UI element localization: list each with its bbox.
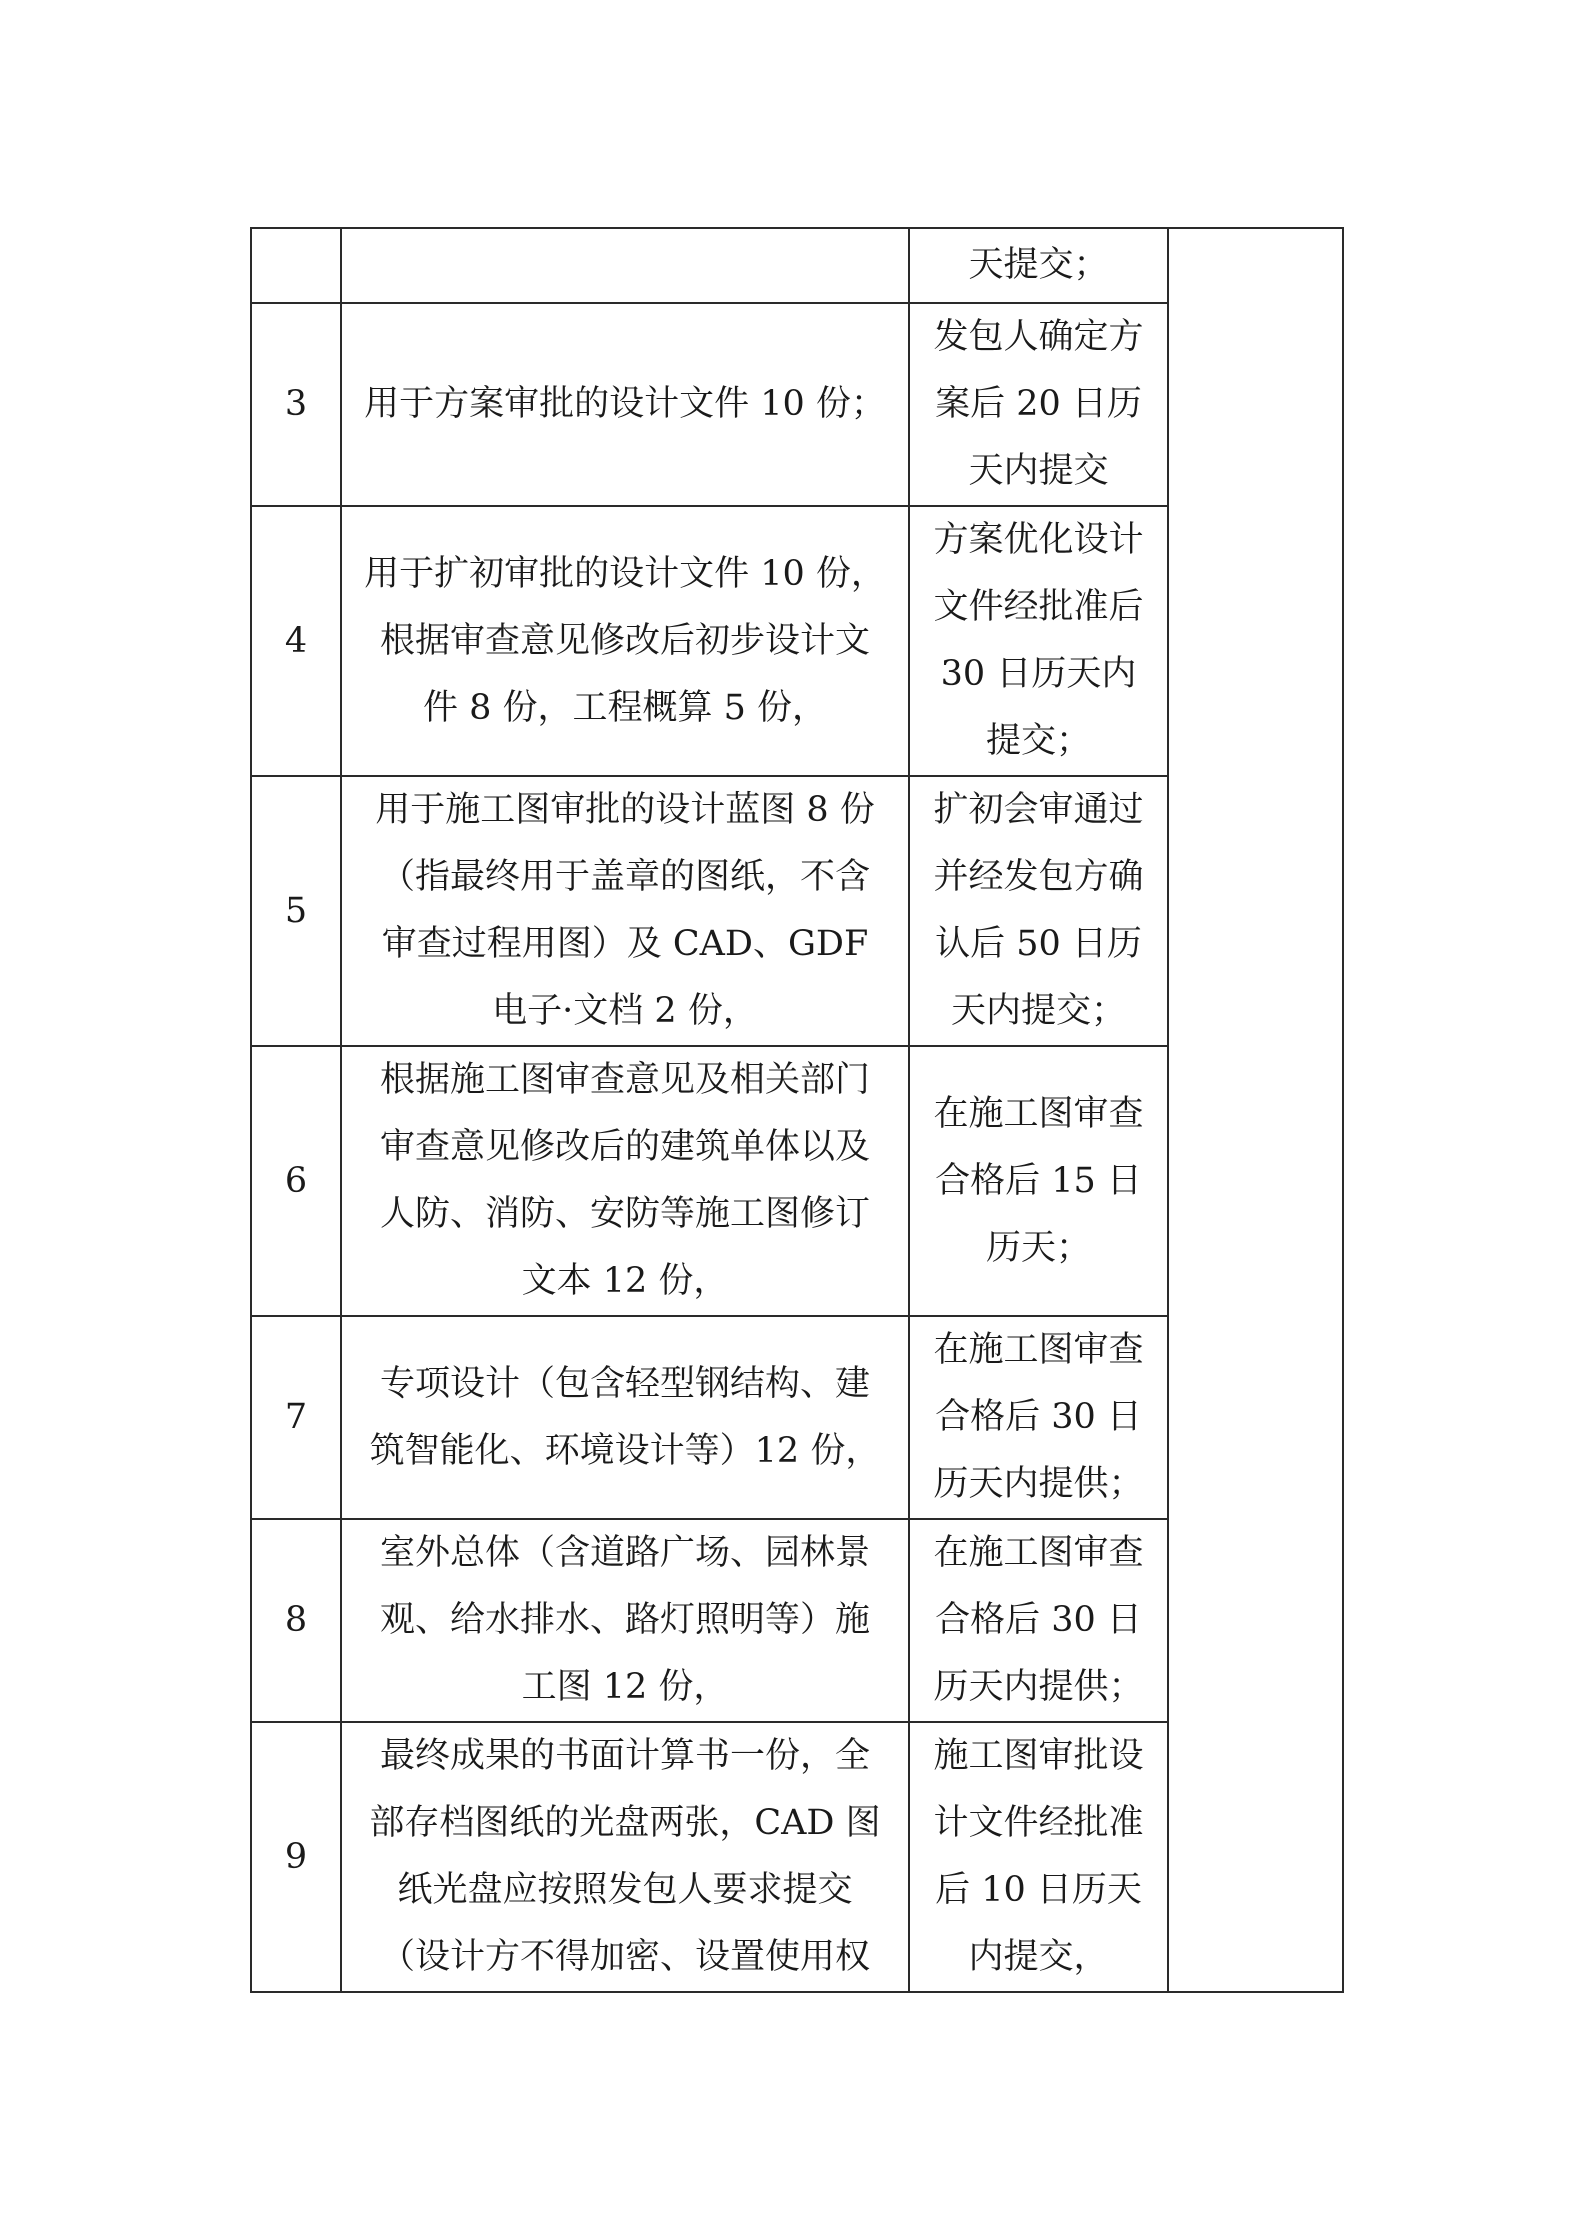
deadline-line: 合格后 30 日 <box>935 1397 1142 1437</box>
deadline-cell <box>909 776 1168 1046</box>
deadline-line: 天内提交 <box>968 451 1109 491</box>
deliverable-line: 件 8 份，工程概算 5 份， <box>422 687 828 728</box>
deadline-line: 在施工图审查 <box>933 1093 1144 1134</box>
row-number: 3 <box>251 303 341 506</box>
deliverable-cell <box>341 1316 909 1519</box>
deliverable-line: 室外总体（含道路广场、园林景 <box>379 1533 870 1573</box>
deadline-line: 30 日历天内 <box>940 654 1137 694</box>
deliverable-line: 最终成果的书面计算书一份，全 <box>379 1736 870 1776</box>
deadline-line: 在施工图审查 <box>933 1533 1144 1573</box>
deadline-line: 案后 20 日历 <box>935 384 1142 424</box>
row-number: 8 <box>251 1519 341 1722</box>
row-number <box>251 228 341 303</box>
deadline-line: 历天； <box>985 1227 1091 1268</box>
deliverable-line: 根据施工图审查意见及相关部门 <box>379 1060 870 1100</box>
submission-schedule-table <box>250 227 1344 1993</box>
deadline-line: 内提交， <box>968 1937 1109 1977</box>
deadline-cell <box>909 506 1168 776</box>
deadline-line: 施工图审批设 <box>933 1736 1144 1776</box>
deadline-cell <box>909 1519 1168 1722</box>
deliverable-line: 筑智能化、环境设计等）12 份， <box>369 1430 881 1471</box>
deliverable-line: 专项设计（包含轻型钢结构、建 <box>379 1363 870 1404</box>
deadline-line: 并经发包方确 <box>933 857 1144 897</box>
remark-cell <box>1168 228 1343 1992</box>
deliverable-cell <box>341 776 909 1046</box>
deliverable-line: 用于方案审批的设计文件 10 份； <box>364 384 886 424</box>
deliverable-line: 审查过程用图）及 CAD、GDF <box>381 924 869 964</box>
deadline-line: 文件经批准后 <box>933 587 1144 627</box>
deliverable-line: 用于扩初审批的设计文件 10 份， <box>364 553 886 594</box>
deliverable-line: 观、给水排水、路灯照明等）施 <box>379 1600 870 1640</box>
deliverable-line: 纸光盘应按照发包人要求提交 <box>397 1870 853 1910</box>
deadline-cell <box>909 303 1168 506</box>
deadline-line: 历天内提供； <box>933 1464 1144 1504</box>
deadline-line: 方案优化设计 <box>933 520 1144 560</box>
deadline-cell <box>909 1722 1168 1992</box>
row-number: 6 <box>251 1046 341 1316</box>
deliverable-cell <box>341 228 909 303</box>
row-number: 9 <box>251 1722 341 1992</box>
deliverable-line: （设计方不得加密、设置使用权 <box>379 1937 870 1977</box>
deadline-line: 合格后 15 日 <box>935 1160 1142 1201</box>
deliverable-line: 文本 12 份， <box>521 1261 729 1301</box>
deliverable-line: 部存档图纸的光盘两张，CAD 图 <box>369 1803 881 1843</box>
deliverable-line: 审查意见修改后的建筑单体以及 <box>379 1127 870 1167</box>
deadline-line: 历天内提供； <box>933 1667 1144 1707</box>
deadline-line: 计文件经批准 <box>933 1803 1144 1843</box>
deadline-cell <box>909 1046 1168 1316</box>
deliverable-line: 人防、消防、安防等施工图修订 <box>379 1194 870 1234</box>
deliverable-cell <box>341 303 909 506</box>
deadline-line: 在施工图审查 <box>933 1330 1144 1370</box>
deliverable-cell <box>341 1722 909 1992</box>
row-number: 7 <box>251 1316 341 1519</box>
deliverable-cell <box>341 506 909 776</box>
deadline-cell <box>909 1316 1168 1519</box>
deliverable-line: 用于施工图审批的设计蓝图 8 份 <box>375 790 875 830</box>
row-number: 5 <box>251 776 341 1046</box>
deadline-cell <box>909 228 1168 303</box>
deliverable-line: （指最终用于盖章的图纸，不含 <box>379 857 870 897</box>
row-number: 4 <box>251 506 341 776</box>
deadline-line: 扩初会审通过 <box>933 790 1144 830</box>
deadline-line: 后 10 日历天 <box>935 1870 1142 1910</box>
deadline-line: 合格后 30 日 <box>935 1600 1142 1640</box>
deadline-line: 认后 50 日历 <box>935 924 1142 964</box>
deadline-line: 发包人确定方 <box>933 317 1144 357</box>
deliverable-cell <box>341 1519 909 1722</box>
deadline-line: 提交； <box>985 721 1091 761</box>
deliverable-line: 根据审查意见修改后初步设计文 <box>379 620 870 661</box>
table-row <box>251 228 1343 303</box>
deliverable-line: 电子·文档 2 份， <box>492 991 758 1031</box>
deliverable-line: 工图 12 份， <box>521 1667 729 1707</box>
deadline-line: 天内提交； <box>950 991 1126 1031</box>
deadline-line: 天提交； <box>968 245 1109 285</box>
deliverable-cell <box>341 1046 909 1316</box>
